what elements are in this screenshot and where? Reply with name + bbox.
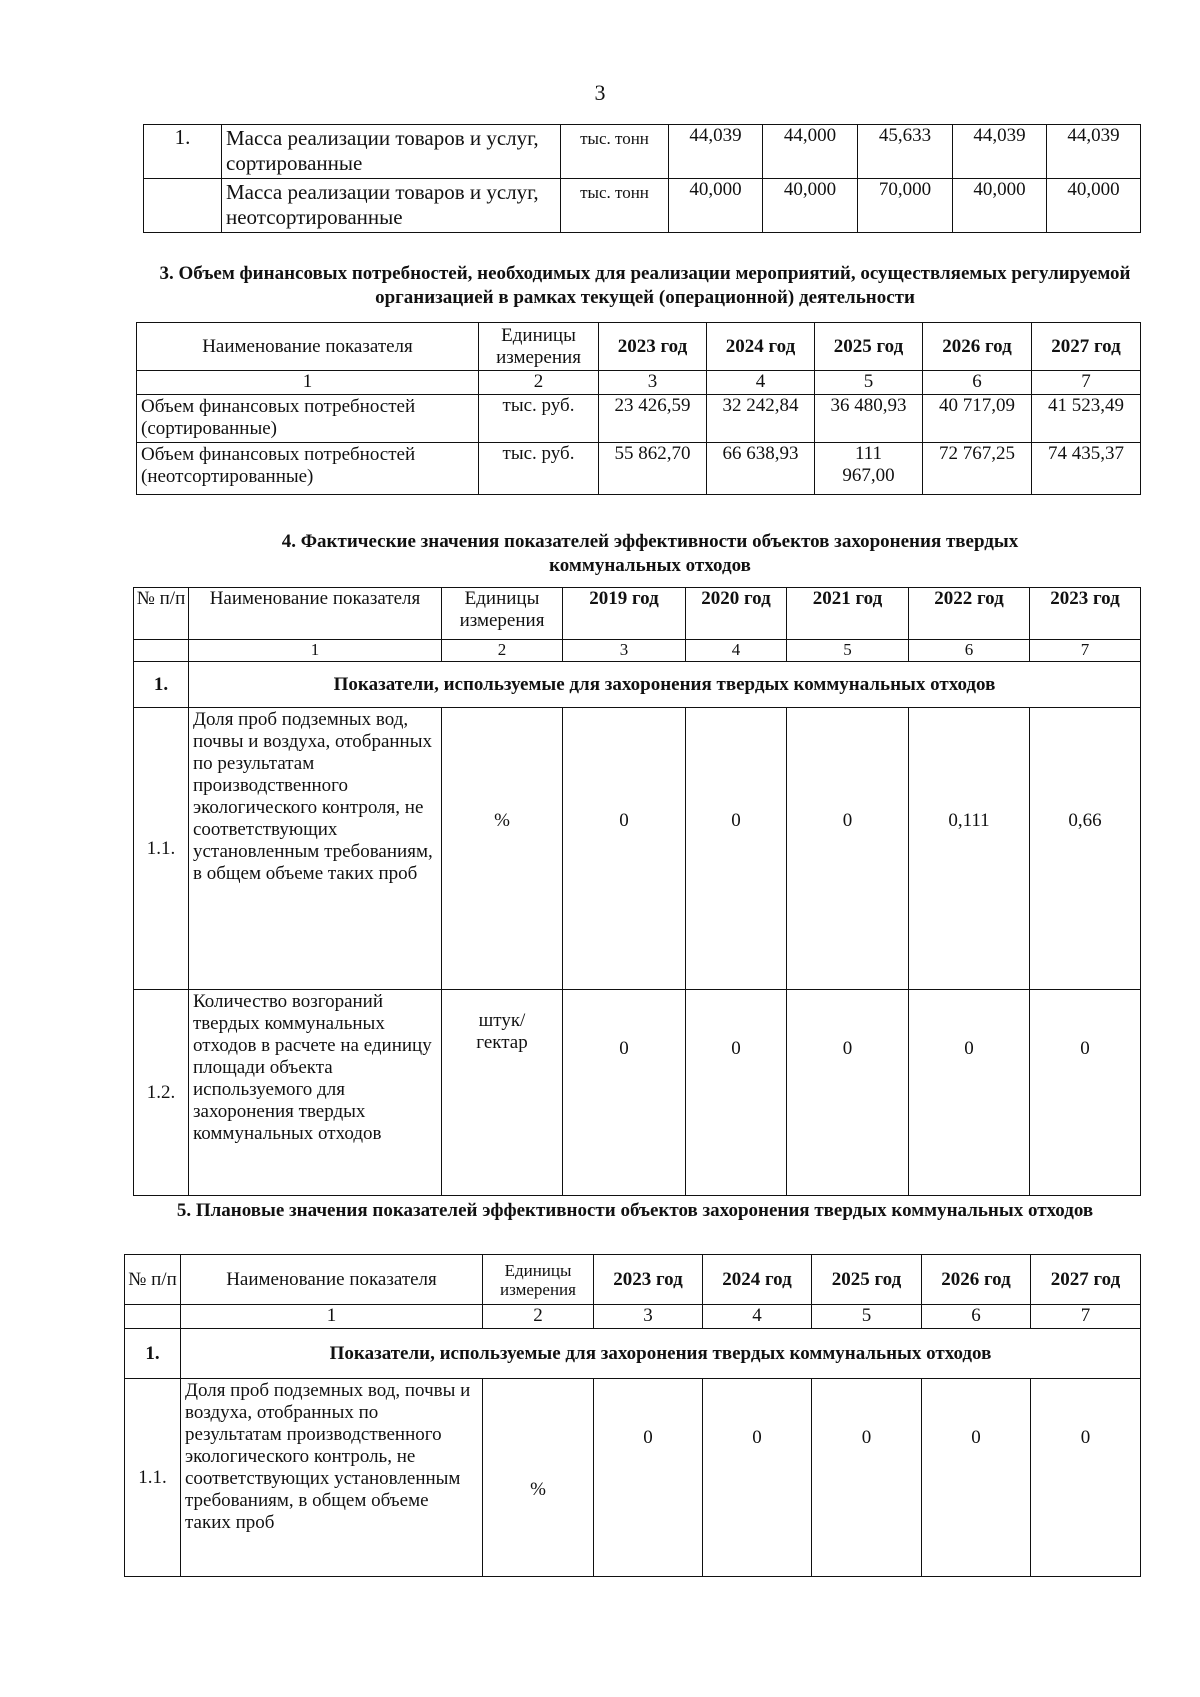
unit-cell: тыс. тонн: [561, 179, 669, 233]
value-cell: 44,039: [669, 125, 763, 179]
value-cell: 40,000: [763, 179, 858, 233]
header-row: [125, 1255, 1141, 1305]
value-cell: 66 638,93: [707, 443, 815, 495]
group-number: 1.: [125, 1329, 181, 1379]
column-header: Наименование показателя: [189, 588, 442, 640]
page-number: 3: [594, 80, 606, 105]
column-header: 2026 год: [922, 1255, 1031, 1305]
value-cell: 72 767,25: [923, 443, 1032, 495]
unit-cell: тыс. руб.: [479, 395, 599, 443]
indicator-name: Доля проб подземных вод, почвы и воздуха, отобранных по результатам производственного экологического контроля, не соответствующих установленным требованиям, в общем объеме таких проб: [189, 708, 442, 990]
row-number: [144, 179, 222, 233]
column-header: Наименование показателя: [181, 1255, 483, 1305]
column-header: 2025 год: [815, 323, 923, 371]
actual-efficiency-table: [133, 587, 1141, 1196]
table-row: [144, 125, 1141, 179]
column-number: 5: [812, 1305, 922, 1329]
row-number: 1.1.: [125, 1379, 181, 1577]
unit-cell: штук/ гектар: [442, 990, 563, 1196]
column-number: 2: [479, 371, 599, 395]
row-number: 1.2.: [134, 990, 189, 1196]
table-row: [134, 708, 1141, 990]
value-cell: 0: [686, 990, 787, 1196]
value-cell: 70,000: [858, 179, 953, 233]
value-cell: 111 967,00: [815, 443, 923, 495]
row-number: 1.: [144, 125, 222, 179]
column-number: 5: [787, 640, 909, 662]
value-cell: 0: [787, 708, 909, 990]
column-number: 2: [442, 640, 563, 662]
value-cell: 0: [1030, 990, 1141, 1196]
indicator-name: Количество возгораний твердых коммунальных отходов в расчете на единицу площади объекта используемого для захоронения твердых коммунальных отходов: [189, 990, 442, 1196]
unit-cell: %: [442, 708, 563, 990]
value-cell: 55 862,70: [599, 443, 707, 495]
column-number: 6: [923, 371, 1032, 395]
column-number: 1: [181, 1305, 483, 1329]
row-number: 1.1.: [134, 708, 189, 990]
section-5-heading: 5. Плановые значения показателей эффективности объектов захоронения твердых коммунальных отходов: [176, 1200, 1094, 1221]
column-header: 2022 год: [909, 588, 1030, 640]
column-number: 4: [707, 371, 815, 395]
column-header: 2024 год: [707, 323, 815, 371]
column-header: № п/п: [125, 1255, 181, 1305]
column-header: 2027 год: [1032, 323, 1141, 371]
indicator-name: Масса реализации товаров и услуг, неотсортированные: [222, 179, 561, 233]
column-number: 7: [1031, 1305, 1141, 1329]
value-cell: 0: [1031, 1379, 1141, 1577]
column-number: 4: [703, 1305, 812, 1329]
column-number: 7: [1032, 371, 1141, 395]
column-header: Наименование показателя: [137, 323, 479, 371]
value-cell: 0: [922, 1379, 1031, 1577]
table-row: [125, 1379, 1141, 1577]
value-cell: 40,000: [1047, 179, 1141, 233]
column-header: Единицы измерения: [479, 323, 599, 371]
column-number: 6: [922, 1305, 1031, 1329]
indicator-name: Доля проб подземных вод, почвы и воздуха, отобранных по результатам производственного экологического контроль, не соответствующих установленным требованиям, в общем объеме таких проб: [181, 1379, 483, 1577]
value-cell: 0: [787, 990, 909, 1196]
column-number: 5: [815, 371, 923, 395]
value-cell: 40 717,09: [923, 395, 1032, 443]
group-title: Показатели, используемые для захоронения твердых коммунальных отходов: [181, 1329, 1141, 1379]
value-cell: 0: [909, 990, 1030, 1196]
column-header: 2023 год: [594, 1255, 703, 1305]
column-number-row: [125, 1305, 1141, 1329]
column-header: 2024 год: [703, 1255, 812, 1305]
section-3-heading: 3. Объем финансовых потребностей, необходимых для реализации мероприятий, осуществляемых регулируемой организацией в рамках текущей (операционной) деятельности: [159, 263, 1131, 308]
value-cell: 74 435,37: [1032, 443, 1141, 495]
column-number: 7: [1030, 640, 1141, 662]
value-cell: 45,633: [858, 125, 953, 179]
unit-cell: %: [483, 1379, 594, 1577]
indicator-name: Объем финансовых потребностей (сортированные): [137, 395, 479, 443]
column-number: 3: [599, 371, 707, 395]
financial-needs-table: [136, 322, 1141, 495]
column-number: 6: [909, 640, 1030, 662]
column-header: Единицы измерения: [483, 1255, 594, 1305]
value-cell: 44,039: [1047, 125, 1141, 179]
value-cell: 40,000: [669, 179, 763, 233]
header-row: [134, 588, 1141, 640]
group-number: 1.: [134, 662, 189, 708]
column-number: [125, 1305, 181, 1329]
value-cell: 40,000: [953, 179, 1047, 233]
column-header: 2025 год: [812, 1255, 922, 1305]
table-row: [137, 443, 1141, 495]
column-number: 1: [189, 640, 442, 662]
column-number: 3: [563, 640, 686, 662]
column-header: 2027 год: [1031, 1255, 1141, 1305]
value-cell: 23 426,59: [599, 395, 707, 443]
group-title: Показатели, используемые для захоронения твердых коммунальных отходов: [189, 662, 1141, 708]
planned-efficiency-table: [124, 1254, 1141, 1577]
column-header: № п/п: [134, 588, 189, 640]
column-header: 2023 год: [599, 323, 707, 371]
column-number: 3: [594, 1305, 703, 1329]
value-cell: 44,039: [953, 125, 1047, 179]
value-cell: 0,66: [1030, 708, 1141, 990]
column-number: 4: [686, 640, 787, 662]
header-row: [137, 323, 1141, 371]
column-number: [134, 640, 189, 662]
table-row: [137, 395, 1141, 443]
unit-cell: тыс. тонн: [561, 125, 669, 179]
indicator-name: Объем финансовых потребностей (неотсортированные): [137, 443, 479, 495]
column-header: 2023 год: [1030, 588, 1141, 640]
value-cell: 36 480,93: [815, 395, 923, 443]
table-row: [134, 990, 1141, 1196]
column-header: 2020 год: [686, 588, 787, 640]
value-cell: 0: [703, 1379, 812, 1577]
column-header: 2021 год: [787, 588, 909, 640]
value-cell: 44,000: [763, 125, 858, 179]
column-number-row: [134, 640, 1141, 662]
sales-mass-table: [143, 124, 1141, 233]
column-header: 2026 год: [923, 323, 1032, 371]
group-row: [125, 1329, 1141, 1379]
value-cell: 41 523,49: [1032, 395, 1141, 443]
indicator-name: Масса реализации товаров и услуг, сортированные: [222, 125, 561, 179]
table-row: [144, 179, 1141, 233]
column-header: Единицы измерения: [442, 588, 563, 640]
unit-cell: тыс. руб.: [479, 443, 599, 495]
value-cell: 0: [563, 990, 686, 1196]
value-cell: 0: [812, 1379, 922, 1577]
value-cell: 0: [563, 708, 686, 990]
value-cell: 32 242,84: [707, 395, 815, 443]
column-number-row: [137, 371, 1141, 395]
group-row: [134, 662, 1141, 708]
column-header: 2019 год: [563, 588, 686, 640]
column-number: 1: [137, 371, 479, 395]
column-number: 2: [483, 1305, 594, 1329]
value-cell: 0: [686, 708, 787, 990]
value-cell: 0,111: [909, 708, 1030, 990]
section-4-heading: 4. Фактические значения показателей эффективности объектов захоронения твердых коммунальных отходов: [281, 531, 1019, 576]
value-cell: 0: [594, 1379, 703, 1577]
